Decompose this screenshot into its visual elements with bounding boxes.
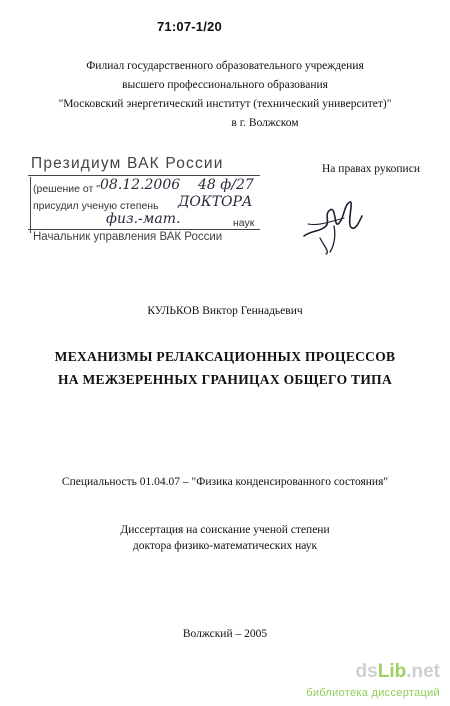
organization-line-3: "Московский энергетический институт (технический университет)": [58, 98, 392, 110]
dissertation-title-line-1: МЕХАНИЗМЫ РЕЛАКСАЦИОННЫХ ПРОЦЕССОВ: [54, 349, 396, 364]
stamp-awarded-label: присудил ученую степень: [33, 200, 159, 212]
handwritten-signature: [300, 196, 366, 256]
stamp-chief: Начальник управления ВАК России: [33, 231, 223, 243]
organization-line-1: Филиал государственного образовательного учреждения: [86, 60, 364, 72]
author-name: КУЛЬКОВ Виктор Геннадьевич: [147, 305, 303, 317]
manuscript-rights: На правах рукописи: [322, 163, 420, 175]
stamp-decision-date: 08.12.2006: [100, 177, 181, 193]
watermark-subtitle: библиотека диссертаций: [306, 687, 440, 699]
stamp-divider: [28, 175, 260, 176]
stamp-science-suffix: наук: [233, 217, 255, 229]
stamp-title: Президиум ВАК России: [31, 155, 224, 172]
organization-city: в г. Волжском: [231, 117, 299, 129]
stamp-divider-2: [28, 229, 260, 230]
stamp-science: физ.-мат.: [106, 211, 181, 227]
stamp-decision-number: 48 ф/27: [198, 177, 254, 193]
city-year: Волжский – 2005: [182, 628, 268, 640]
document-code: 71:07-1/20: [157, 19, 222, 34]
watermark-logo: dsLib.net: [355, 661, 440, 682]
dslib-watermark: [300, 661, 440, 703]
vak-stamp: [28, 153, 260, 251]
dissertation-title-line-2: НА МЕЖЗЕРЕННЫХ ГРАНИЦАХ ОБЩЕГО ТИПА: [57, 372, 393, 387]
degree-line-1: Диссертация на соискание ученой степени: [120, 524, 330, 536]
stamp-decision-label: (решение от ": [33, 183, 100, 195]
specialty: Специальность 01.04.07 – "Физика конденсированного состояния": [61, 476, 389, 488]
organization-line-2: высшего профессионального образования: [122, 79, 328, 91]
stamp-degree: ДОКТОРА: [178, 194, 253, 210]
degree-line-2: доктора физико-математических наук: [132, 540, 318, 552]
